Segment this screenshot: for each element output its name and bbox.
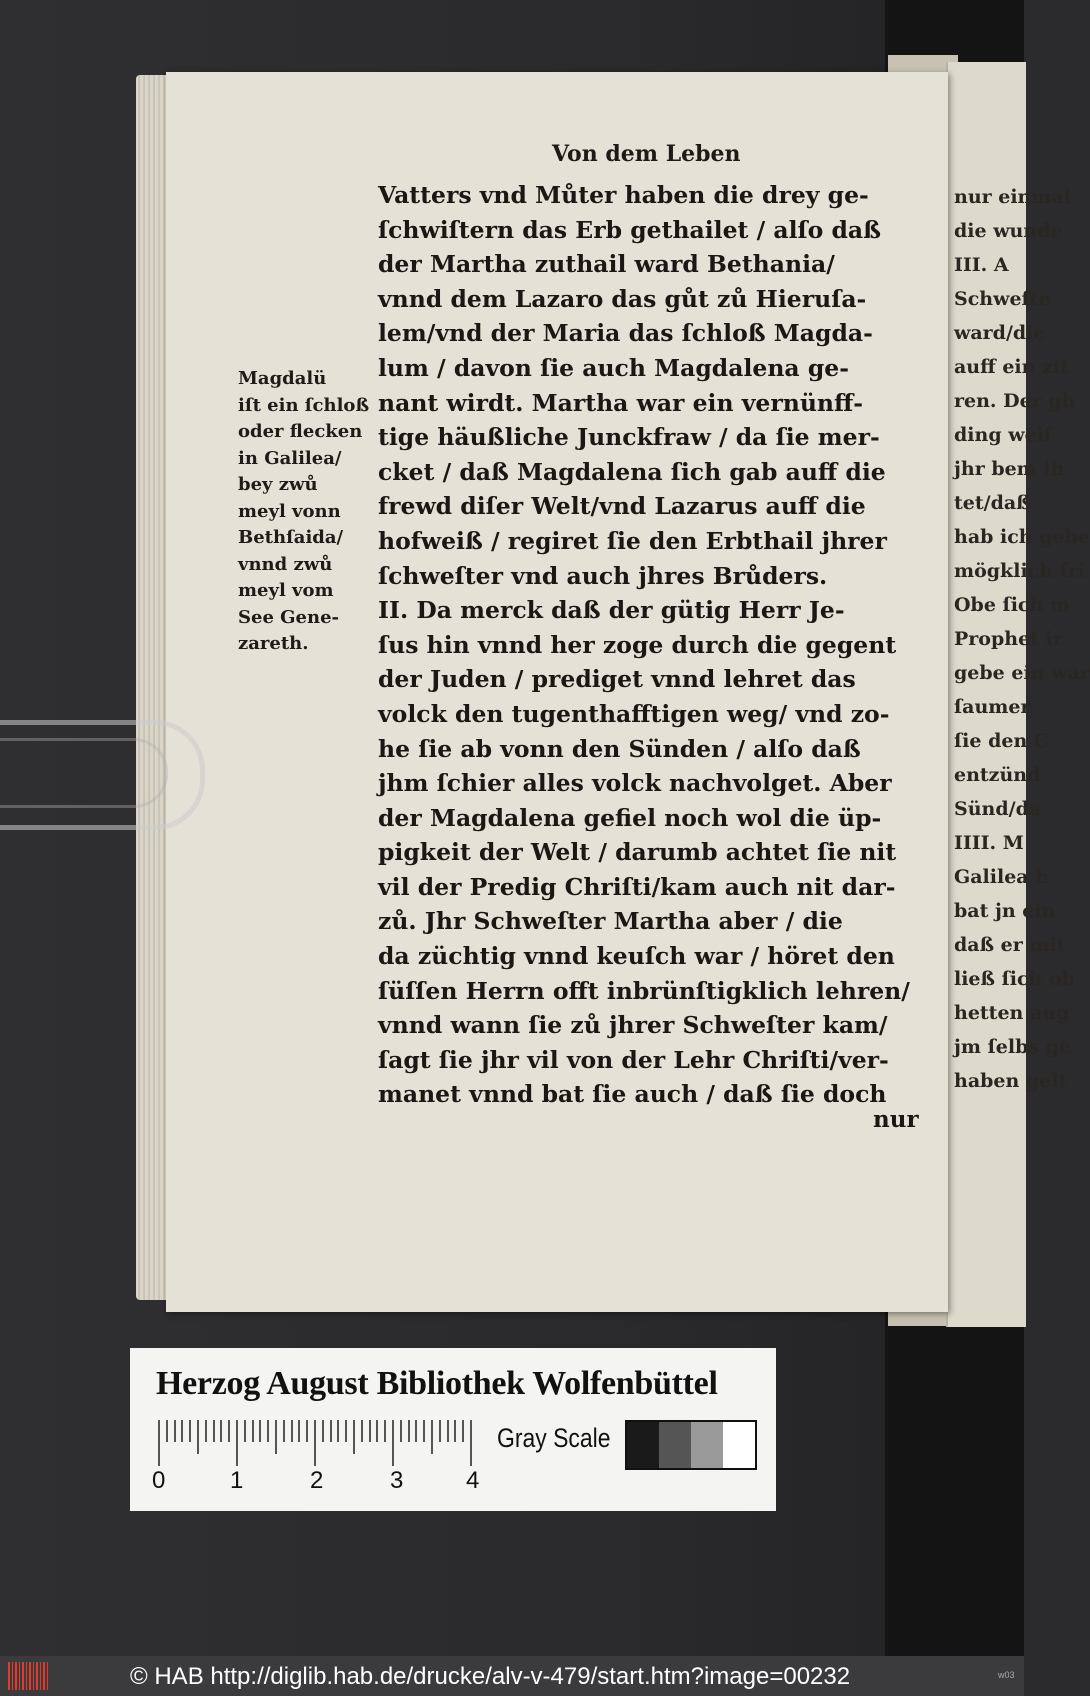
running-header: Von dem Leben: [552, 141, 741, 167]
body-line: vnnd dem Lazaro das gůt zů Hieruſa-: [378, 284, 867, 313]
facing-page-line: ſie den C: [954, 730, 1050, 752]
card-title: Herzog August Bibliothek Wolfenbüttel: [156, 1365, 718, 1402]
gray-swatch: [723, 1422, 755, 1468]
catchword: nur: [873, 1106, 919, 1133]
ruler-tick: [415, 1420, 417, 1442]
facing-page-line: ren. Der gh: [954, 390, 1076, 412]
body-line: volck den tugenthafftigen weg/ vnd zo-: [378, 699, 890, 728]
ruler-tick: [220, 1420, 222, 1442]
body-line: ſus hin vnnd her zoge durch die gegent: [378, 630, 897, 659]
margin-note-line: iſt ein ſchloß: [238, 394, 370, 416]
margin-note-line: See Gene-: [238, 606, 340, 628]
facing-page-line: jm ſelbs ge: [954, 1036, 1072, 1058]
ruler-tick: [298, 1420, 300, 1442]
facing-page-line: nur einmal: [954, 186, 1072, 208]
ruler-tick: [213, 1420, 215, 1442]
facing-page-line: tet/daß: [954, 492, 1031, 514]
facing-page-line: gebe ein war: [954, 662, 1090, 684]
ruler-tick: [244, 1420, 246, 1442]
margin-note-line: zareth.: [238, 633, 309, 654]
facing-page-line: ließ ſich ob: [954, 968, 1075, 990]
facing-page-text: [954, 180, 1090, 1098]
footer-bar: [0, 1656, 1024, 1696]
facing-page-line: daß er mit: [954, 934, 1066, 956]
ruler-tick: [322, 1420, 324, 1442]
ruler-tick: [275, 1420, 277, 1454]
body-line: cket / daß Magdalena ſich gab auff die: [378, 457, 886, 486]
ruler-number: 3: [390, 1467, 404, 1494]
ruler-scale: [158, 1420, 468, 1466]
facing-page-line: ward/die: [954, 322, 1046, 344]
facing-page-line: Sünd/da: [954, 798, 1042, 820]
body-line: II. Da merck daß der gütig Herr Je-: [378, 596, 845, 625]
body-line: vnnd wann ſie zů jhrer Schweſter kam/: [378, 1011, 888, 1040]
ruler-tick: [361, 1420, 363, 1442]
body-line: jhm ſchier alles volck nachvolget. Aber: [378, 769, 892, 798]
facing-page-line: hetten aug: [954, 1002, 1070, 1024]
body-line: der Magdalena gefiel noch wol die üp-: [378, 803, 882, 832]
ruler-tick: [376, 1420, 378, 1442]
body-line: ſchweſter vnd auch jhres Brůders.: [378, 561, 828, 590]
ruler-tick: [236, 1420, 238, 1466]
body-line: ſagt ſie jhr vil von der Lehr Chriſti/ver-: [378, 1045, 889, 1074]
ruler-tick: [431, 1420, 433, 1454]
ruler-number: 2: [310, 1467, 324, 1494]
gray-scale-label: Gray Scale: [497, 1423, 611, 1453]
ruler-tick: [314, 1420, 316, 1466]
ruler-tick: [174, 1420, 176, 1442]
body-line: zů. Jhr Schweſter Martha aber / die: [378, 907, 843, 936]
ruler-tick: [439, 1420, 441, 1442]
ruler-tick: [252, 1420, 254, 1442]
facing-page-line: haben gelt: [954, 1070, 1068, 1092]
ruler-tick: [345, 1420, 347, 1442]
body-line: pigkeit der Welt / darumb achtet ſie nit: [378, 838, 897, 867]
ruler-tick: [330, 1420, 332, 1442]
body-line: da züchtig vnnd keuſch war / höret den: [378, 942, 895, 971]
facing-page-line: ding weiſ: [954, 424, 1053, 446]
ruler-tick: [291, 1420, 293, 1442]
body-line: ſchwiſtern das Erb gethailet / alſo daß: [378, 215, 881, 244]
barcode-icon: [8, 1662, 48, 1690]
facing-page: [946, 62, 1090, 1327]
ruler-tick: [166, 1420, 168, 1442]
ruler-tick: [392, 1420, 394, 1466]
ruler-tick: [454, 1420, 456, 1442]
ruler-number: 0: [152, 1467, 166, 1494]
ruler-tick: [283, 1420, 285, 1442]
margin-note-line: Magdalü: [238, 368, 327, 389]
ruler-tick: [423, 1420, 425, 1442]
margin-note-line: vnnd zwů: [238, 553, 333, 575]
margin-note-line: oder flecken: [238, 421, 363, 442]
margin-note-line: Bethſaida/: [238, 527, 344, 548]
facing-page-line: jhr bem ih: [954, 458, 1065, 480]
paper-clip-inner: [0, 738, 168, 808]
margin-note-line: meyl vom: [238, 580, 334, 601]
footer-mark: w03: [998, 1670, 1015, 1680]
margin-note-line: bey zwů: [238, 474, 318, 495]
gray-swatch: [659, 1422, 691, 1468]
gray-scale-swatches: [625, 1420, 757, 1470]
footer-credit: © HAB http://diglib.hab.de/drucke/alv-v-479/start.htm?image=00232: [130, 1663, 851, 1690]
ruler-tick: [369, 1420, 371, 1442]
ruler-tick: [306, 1420, 308, 1442]
margin-note-line: in Galilea/: [238, 447, 342, 469]
ruler-tick: [181, 1420, 183, 1442]
gray-swatch: [691, 1422, 723, 1468]
body-line: manet vnnd bat ſie auch / daß ſie doch: [378, 1080, 887, 1109]
ruler-tick: [158, 1420, 160, 1466]
facing-page-line: hab ich gebe: [954, 526, 1090, 548]
facing-page-line: auff ein zit: [954, 356, 1069, 378]
facing-page-line: mögklich fri: [954, 560, 1086, 582]
facing-page-line: ſaumer: [954, 696, 1031, 718]
facing-page-line: III. A: [954, 254, 1009, 276]
facing-page-line: entzünd: [954, 764, 1041, 786]
ruler-tick: [267, 1420, 269, 1442]
ruler-tick: [189, 1420, 191, 1442]
ruler-tick: [408, 1420, 410, 1442]
ruler-tick: [384, 1420, 386, 1442]
body-line: ſüſſen Herrn offt inbrünſtigklich lehren/: [378, 976, 910, 1005]
body-line: frewd diſer Welt/vnd Lazarus auff die: [378, 492, 866, 521]
ruler-tick: [400, 1420, 402, 1442]
body-line: he ſie ab vonn den Sünden / alſo daß: [378, 734, 861, 763]
facing-page-line: bat jn ein: [954, 900, 1056, 922]
gray-swatch: [627, 1422, 659, 1468]
facing-page-line: Obe ſich m: [954, 594, 1071, 616]
ruler-tick: [353, 1420, 355, 1454]
ruler-number: 1: [230, 1467, 244, 1494]
ruler-tick: [337, 1420, 339, 1442]
margin-note-line: meyl vonn: [238, 500, 341, 522]
ruler-tick: [197, 1420, 199, 1454]
body-line: vil der Predig Chriſti/kam auch nit dar-: [378, 872, 896, 901]
body-line: lem/vnd der Maria das ſchloß Magda-: [378, 319, 873, 348]
facing-page-line: Galilea h: [954, 866, 1050, 888]
ruler-tick: [228, 1420, 230, 1442]
ruler-tick: [205, 1420, 207, 1442]
facing-page-line: Schweſte: [954, 288, 1051, 310]
color-reference-card: [130, 1348, 776, 1511]
facing-page-line: die wunde: [954, 220, 1063, 242]
body-line: der Martha zuthail ward Bethania/: [378, 250, 835, 279]
page-body-text: [378, 178, 923, 1112]
body-line: Vatters vnd Můter haben die drey ge-: [378, 181, 869, 209]
ruler-tick: [462, 1420, 464, 1442]
ruler-tick: [470, 1420, 472, 1466]
ruler-tick: [447, 1420, 449, 1442]
margin-note: [238, 366, 373, 658]
body-line: nant wirdt. Martha war ein vernünff-: [378, 388, 864, 417]
facing-page-line: IIII. M: [954, 832, 1024, 854]
body-line: tige häußliche Junckfraw / da ſie mer-: [378, 423, 880, 452]
body-line: der Juden / prediget vnnd lehret das: [378, 665, 856, 694]
ruler-number: 4: [466, 1467, 480, 1494]
body-line: hofweiß / regiret ſie den Erbthail jhrer: [378, 526, 887, 555]
ruler-tick: [259, 1420, 261, 1442]
facing-page-line: Prophet ir: [954, 628, 1063, 650]
body-line: lum / davon ſie auch Magdalena ge-: [378, 353, 849, 382]
